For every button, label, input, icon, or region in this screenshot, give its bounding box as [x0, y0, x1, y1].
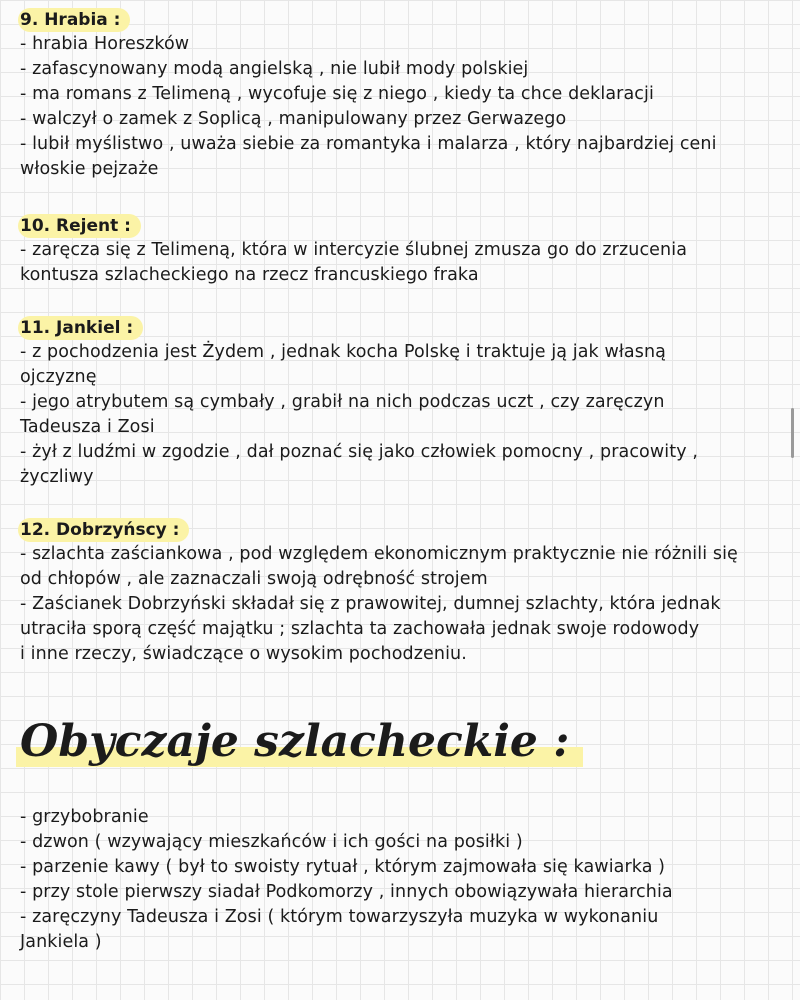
section-heading: 12. Dobrzyńscy : — [18, 518, 189, 542]
scrollbar-thumb[interactable] — [791, 408, 794, 458]
note-line: kontusza szlacheckiego na rzecz francuskiego fraka — [20, 265, 479, 285]
note-line: włoskie pejzaże — [20, 159, 159, 179]
note-line: ojczyznę — [20, 367, 97, 387]
note-line: - z pochodzenia jest Żydem , jednak kocha Polskę i traktuje ją jak własną — [20, 342, 666, 362]
note-line: - szlachta zaściankowa , pod względem ekonomicznym praktycznie nie różnili się — [20, 544, 738, 564]
section-rejent — [20, 214, 795, 288]
note-line: - Zaścianek Dobrzyński składał się z prawowitej, dumnej szlachty, która jednak — [20, 594, 721, 614]
customs-list — [20, 805, 795, 955]
note-line: - zaręcza się z Telimeną, która w intercyzie ślubnej zmusza go do zrzucenia — [20, 240, 688, 260]
note-line: - zaręczyny Tadeusza i Zosi ( którym towarzyszyła muzyka w wykonaniu — [20, 907, 659, 927]
section-heading: 9. Hrabia : — [18, 8, 130, 32]
note-line: - lubił myślistwo , uważa siebie za romantyka i malarza , który najbardziej ceni — [20, 134, 717, 154]
section-dobrzynscy — [20, 518, 795, 667]
note-line: życzliwy — [20, 467, 94, 487]
note-line: - jego atrybutem są cymbały , grabił na nich podczas uczt , czy zaręczyn — [20, 392, 665, 412]
section-heading: 10. Rejent : — [18, 214, 141, 238]
note-line: - żył z ludźmi w zgodzie , dał poznać się jako człowiek pomocny , pracowity , — [20, 442, 698, 462]
note-line: - grzybobranie — [20, 807, 149, 827]
section-hrabia — [20, 8, 795, 182]
note-line: - przy stole pierwszy siadał Podkomorzy , innych obowiązywała hierarchia — [20, 882, 673, 902]
note-line: Jankiela ) — [20, 932, 102, 952]
note-line: Tadeusza i Zosi — [20, 417, 155, 437]
note-line: - zafascynowany modą angielską , nie lubił mody polskiej — [20, 59, 529, 79]
note-line: - hrabia Horeszków — [20, 34, 190, 54]
note-line: - parzenie kawy ( był to swoisty rytuał , którym zajmowała się kawiarka ) — [20, 857, 666, 877]
section-heading: 11. Jankiel : — [18, 316, 143, 340]
note-line: i inne rzeczy, świadczące o wysokim pochodzeniu. — [20, 644, 467, 664]
note-line: - walczył o zamek z Soplicą , manipulowany przez Gerwazego — [20, 109, 567, 129]
section-jankiel — [20, 316, 795, 490]
note-line: utraciła sporą część majątku ; szlachta ta zachowała jednak swoje rodowody — [20, 619, 700, 639]
note-line: od chłopów , ale zaznaczali swoją odrębność strojem — [20, 569, 488, 589]
note-line: - ma romans z Telimeną , wycofuje się z niego , kiedy ta chce deklaracji — [20, 84, 654, 104]
note-line: - dzwon ( wzywający mieszkańców i ich gości na posiłki ) — [20, 832, 523, 852]
customs-title: Obyczaje szlacheckie : — [16, 712, 583, 772]
